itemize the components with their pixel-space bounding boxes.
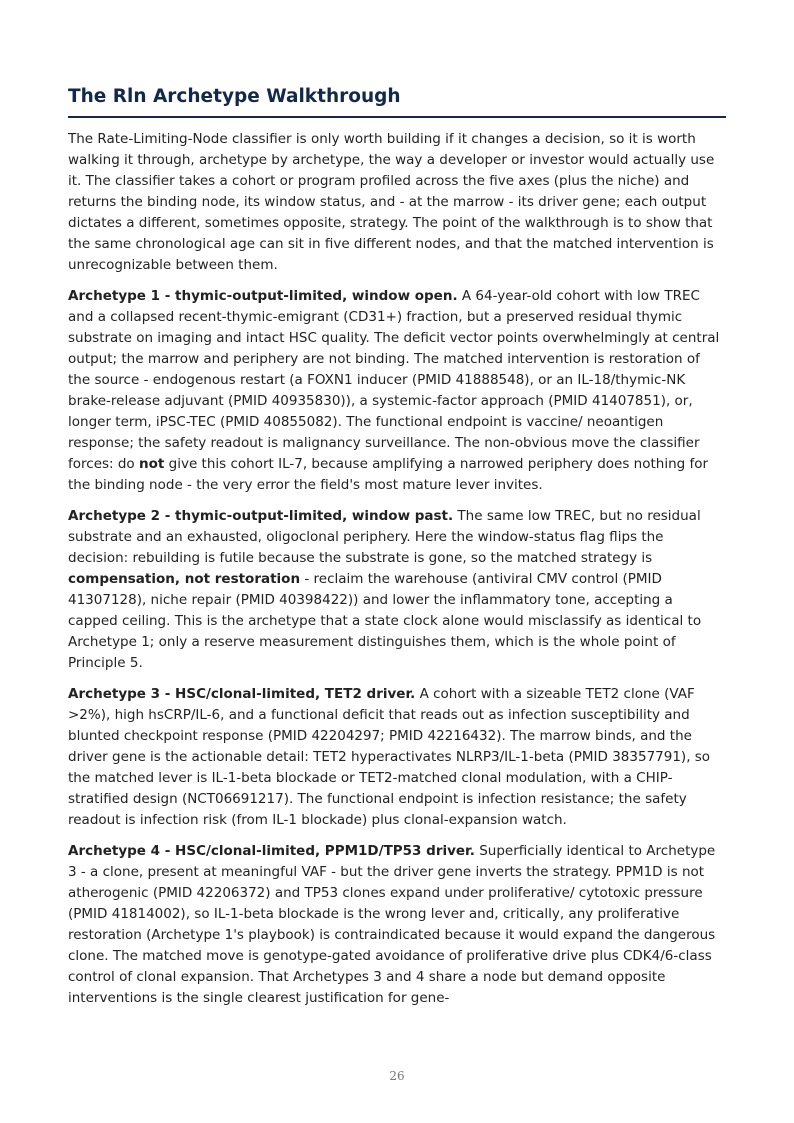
archetype-1-text-a: A 64-year-old cohort with low TREC and a collapsed recent-thymic-emigrant (CD31+) fraction, but a preserved residual thymic substrate on imaging and intact HSC quality. The deficit vector points overwhelmingly at central output; the marrow and periphery are not binding. The matched intervention is restoration of the source - endogenous restart (a FOXN1 inducer (PMID 41888548), or an IL-18/thymic-NK brake-release adjuvant (PMID 40935830)), a systemic-factor approach (PMID 41407851), or, longer term, iPSC-TEC (PMID 40855082). The functional endpoint is vaccine/ neoantigen response; the safety readout is malignancy surveillance. The non-obvious move the classifier forces: do — [68, 287, 720, 472]
archetype-2-emphasis: compensation, not restoration — [68, 570, 301, 587]
archetype-2-text-a: The same low TREC, but no residual substrate and an exhausted, oligoclonal periphery. Here the window-status flag flips the decision: rebuilding is futile because the substrate is gone, so the matched strategy is — [68, 507, 701, 566]
archetype-4-text: Superficially identical to Archetype 3 - a clone, present at meaningful VAF - but the driver gene inverts the strategy. PPM1D is not atherogenic (PMID 42206372) and TP53 clones expand under proliferative/ cytotoxic pressure (PMID 41814002), so IL-1-beta blockade is the wrong lever and, critically, any proliferative restoration (Archetype 1's playbook) is contraindicated because it would expand the dangerous clone. The matched move is genotype-gated avoidance of proliferative drive plus CDK4/6-class control of clonal expansion. That Archetypes 3 and 4 share a node but demand opposite interventions is the single clearest justification for gene- — [68, 842, 716, 1006]
archetype-1-heading: Archetype 1 - thymic-output-limited, window open. — [68, 287, 458, 304]
archetype-4-heading: Archetype 4 - HSC/clonal-limited, PPM1D/TP53 driver. — [68, 842, 475, 859]
page-title: The Rln Archetype Walkthrough — [68, 84, 726, 118]
archetype-2-paragraph — [68, 506, 726, 674]
document-page — [68, 84, 726, 1019]
archetype-1-text-b: give this cohort IL-7, because amplifying a narrowed periphery does nothing for the binding node - the very error the field's most mature lever invites. — [68, 455, 709, 493]
archetype-3-text: A cohort with a sizeable TET2 clone (VAF >2%), high hsCRP/IL-6, and a functional deficit that reads out as infection susceptibility and blunted checkpoint response (PMID 42204297; PMID 42216432). The marrow binds, and the driver gene is the actionable detail: TET2 hyperactivates NLRP3/IL-1-beta (PMID 38357791), so the matched lever is IL-1-beta blockade or TET2-matched clonal modulation, with a CHIP-stratified design (NCT06691217). The functional endpoint is infection resistance; the safety readout is infection risk (from IL-1 blockade) plus clonal-expansion watch. — [68, 685, 711, 828]
archetype-3-paragraph — [68, 684, 726, 831]
archetype-1-paragraph — [68, 286, 726, 496]
page-number: 26 — [389, 1069, 405, 1083]
archetype-2-text-b: - reclaim the warehouse (antiviral CMV control (PMID 41307128), niche repair (PMID 40398422)) and lower the inflammatory tone, accepting a capped ceiling. This is the archetype that a state clock alone would misclassify as identical to Archetype 1; only a reserve measurement distinguishes them, which is the whole point of Principle 5. — [68, 570, 702, 671]
archetype-1-emphasis: not — [139, 455, 165, 472]
archetype-2-heading: Archetype 2 - thymic-output-limited, window past. — [68, 507, 454, 524]
archetype-3-heading: Archetype 3 - HSC/clonal-limited, TET2 driver. — [68, 685, 416, 702]
intro-paragraph: The Rate-Limiting-Node classifier is only worth building if it changes a decision, so it is worth walking it through, archetype by archetype, the way a developer or investor would actually use it. The classifier takes a cohort or program profiled across the five axes (plus the niche) and returns the binding node, its window status, and - at the marrow - its driver gene; each output dictates a different, sometimes opposite, strategy. The point of the walkthrough is to show that the same chronological age can sit in five different nodes, and that the matched intervention is unrecognizable between them. — [68, 130, 715, 273]
archetype-4-paragraph — [68, 841, 726, 1009]
